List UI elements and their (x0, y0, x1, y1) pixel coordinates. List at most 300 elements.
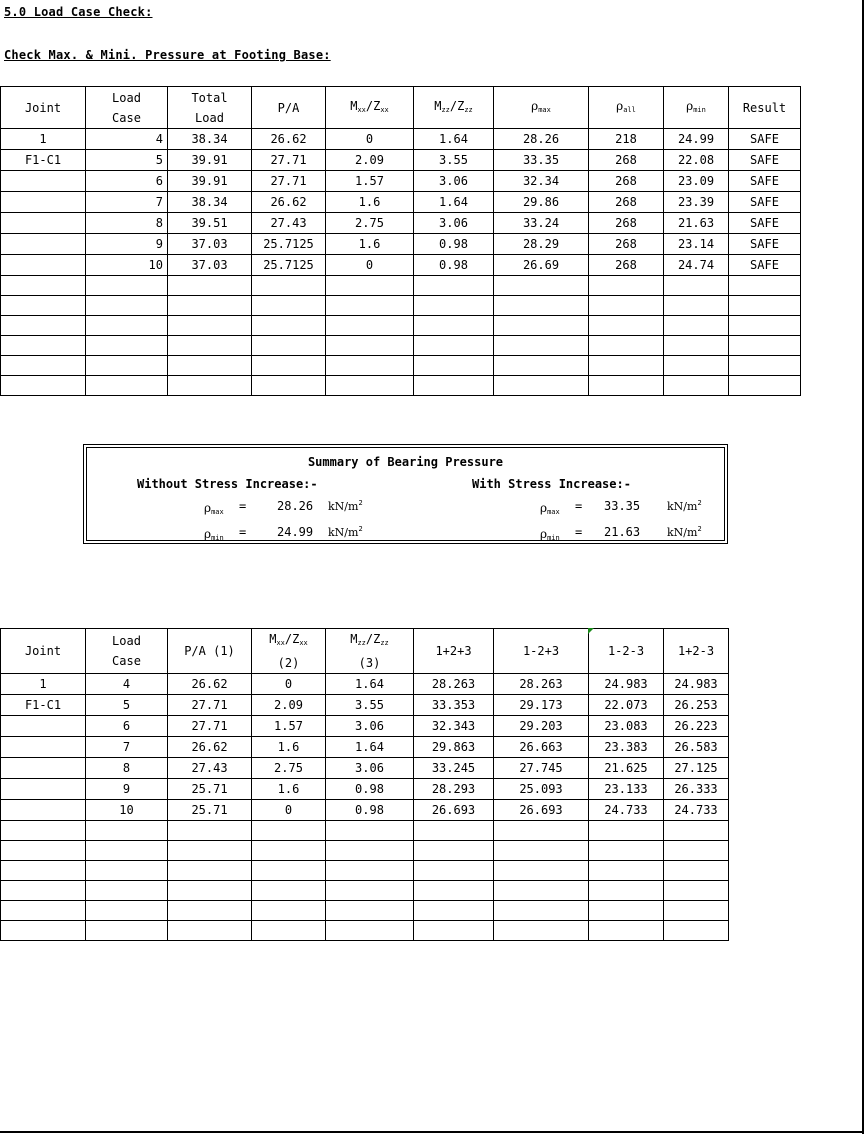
table-cell: 1.6 (326, 192, 414, 213)
table-cell (1, 296, 86, 316)
table-cell (414, 821, 494, 841)
table-cell (86, 921, 168, 941)
table-cell: 24.983 (589, 674, 664, 695)
table-cell: 218 (589, 129, 664, 150)
table-row (1, 213, 801, 234)
table-cell: 26.62 (252, 129, 326, 150)
table-cell (252, 861, 326, 881)
table-cell (1, 921, 86, 941)
table-cell: 28.293 (414, 779, 494, 800)
table-cell (1, 779, 86, 800)
table-cell (664, 901, 729, 921)
table-cell (414, 336, 494, 356)
table-cell (729, 316, 801, 336)
table-cell: 23.133 (589, 779, 664, 800)
table-cell: 32.343 (414, 716, 494, 737)
table-cell (168, 881, 252, 901)
table-cell: 29.863 (414, 737, 494, 758)
table-cell (1, 821, 86, 841)
table-cell (326, 296, 414, 316)
table-cell (252, 901, 326, 921)
table-cell: 26.693 (414, 800, 494, 821)
table-row (1, 674, 729, 695)
table-row (1, 800, 729, 821)
table-cell: 27.43 (168, 758, 252, 779)
table-cell: 28.29 (494, 234, 589, 255)
table-cell (729, 356, 801, 376)
without-pmin-eq: = (239, 525, 247, 539)
table-cell (1, 800, 86, 821)
table-cell: 29.203 (494, 716, 589, 737)
table-cell: 268 (589, 192, 664, 213)
table-cell (252, 841, 326, 861)
table-cell (86, 881, 168, 901)
table-cell: 27.71 (168, 695, 252, 716)
table-cell (1, 881, 86, 901)
table-cell: 26.223 (664, 716, 729, 737)
col-header-mzz-zzz-3: $M_{zz}/Z_{zz}$ (3) (326, 629, 414, 674)
table-cell (664, 336, 729, 356)
col-header-load-case: Load Case (86, 87, 168, 129)
col-header-mxx-zxx-2: $M_{xx}/Z_{xx}$ (2) (252, 629, 326, 674)
table-cell: 29.173 (494, 695, 589, 716)
table-cell: 10 (86, 255, 168, 276)
table-cell: 26.62 (168, 737, 252, 758)
col-header-pmin: $\rho_{min}$ (664, 87, 729, 129)
table-cell: 1 (1, 674, 86, 695)
table-cell: 27.71 (252, 150, 326, 171)
table-cell (414, 861, 494, 881)
table-cell (1, 171, 86, 192)
empty-table-row (1, 901, 729, 921)
table-cell: 7 (86, 737, 168, 758)
table-cell: 1.64 (414, 192, 494, 213)
table-cell: 24.74 (664, 255, 729, 276)
table-row (1, 255, 801, 276)
without-stress-label: Without Stress Increase:- (137, 477, 318, 491)
table-cell (494, 821, 589, 841)
table-cell (326, 881, 414, 901)
table-cell (168, 901, 252, 921)
table-cell (414, 356, 494, 376)
table-cell (589, 841, 664, 861)
without-pmin-value: 24.99 (277, 525, 314, 539)
col-header-pa-1: P/A (1) (168, 629, 252, 674)
col-header-load-case: Load Case (86, 629, 168, 674)
table-cell (729, 296, 801, 316)
table-cell (1, 901, 86, 921)
table-cell (589, 316, 664, 336)
table-cell (589, 376, 664, 396)
table-cell (494, 901, 589, 921)
empty-table-row (1, 356, 801, 376)
table-cell: F1-C1 (1, 150, 86, 171)
table-cell: 26.69 (494, 255, 589, 276)
table-cell (664, 841, 729, 861)
table-cell (1, 758, 86, 779)
table-cell (168, 861, 252, 881)
table-cell (589, 276, 664, 296)
cell-comment-marker (588, 628, 594, 634)
table-cell (252, 296, 326, 316)
without-pmax-value: 28.26 (277, 499, 314, 513)
table-cell (168, 296, 252, 316)
table-cell: SAFE (729, 255, 801, 276)
table-cell (86, 376, 168, 396)
table-cell: 5 (86, 695, 168, 716)
table-cell: 1.6 (326, 234, 414, 255)
table-row (1, 192, 801, 213)
table-cell (86, 841, 168, 861)
table-cell (326, 336, 414, 356)
table-cell: 1.64 (414, 129, 494, 150)
table-cell (1, 255, 86, 276)
table-cell (494, 841, 589, 861)
table-cell: 0.98 (326, 800, 414, 821)
table-cell: 8 (86, 213, 168, 234)
table-cell: 33.24 (494, 213, 589, 234)
table-cell (86, 276, 168, 296)
table-cell: 22.08 (664, 150, 729, 171)
empty-table-row (1, 841, 729, 861)
table-cell: 25.093 (494, 779, 589, 800)
table-cell (494, 276, 589, 296)
table-cell (168, 841, 252, 861)
without-pmax-eq: = (239, 499, 247, 513)
table-cell: SAFE (729, 192, 801, 213)
table-cell (86, 336, 168, 356)
table-cell (664, 376, 729, 396)
table-cell (664, 296, 729, 316)
table-cell (589, 821, 664, 841)
table-cell: 268 (589, 150, 664, 171)
table-cell: 25.7125 (252, 255, 326, 276)
with-pmin-unit: $kN/m^2$ (667, 525, 702, 539)
table-cell (86, 901, 168, 921)
table-cell (1, 356, 86, 376)
table-cell (86, 821, 168, 841)
table-cell (252, 376, 326, 396)
table-cell: 3.55 (414, 150, 494, 171)
combination-table (0, 628, 729, 941)
table-cell: 1.64 (326, 737, 414, 758)
table-cell: 26.253 (664, 695, 729, 716)
table-cell: 24.99 (664, 129, 729, 150)
with-stress-label: With Stress Increase:- (472, 477, 631, 491)
table-row (1, 779, 729, 800)
table-cell: 1.6 (252, 779, 326, 800)
table-cell (252, 336, 326, 356)
table-row (1, 129, 801, 150)
table-cell: 29.86 (494, 192, 589, 213)
col-header-comb-1: 1+2+3 (414, 629, 494, 674)
table-header-row (1, 87, 801, 129)
with-pmin-value: 21.63 (604, 525, 641, 539)
table-cell: 26.693 (494, 800, 589, 821)
table-cell: 6 (86, 716, 168, 737)
table-cell: 0 (252, 674, 326, 695)
table-cell (589, 356, 664, 376)
table-cell (589, 861, 664, 881)
table-row (1, 150, 801, 171)
table-cell (1, 841, 86, 861)
table-cell (664, 316, 729, 336)
col-header-joint: Joint (1, 87, 86, 129)
table-cell: 7 (86, 192, 168, 213)
table-cell: 2.75 (252, 758, 326, 779)
table-cell: 32.34 (494, 171, 589, 192)
table-row (1, 737, 729, 758)
table-cell (252, 316, 326, 336)
table-cell: 1.64 (326, 674, 414, 695)
table-cell (326, 861, 414, 881)
table-cell: 27.43 (252, 213, 326, 234)
table-cell: 27.71 (168, 716, 252, 737)
table-cell: 27.125 (664, 758, 729, 779)
table-cell (326, 316, 414, 336)
table-cell (1, 276, 86, 296)
page-border-bottom (0, 1131, 864, 1133)
table-cell (589, 881, 664, 901)
empty-table-row (1, 336, 801, 356)
table-cell (729, 276, 801, 296)
col-header-comb-3: 1-2-3 (589, 629, 664, 674)
table-cell: 25.71 (168, 779, 252, 800)
table-cell (326, 376, 414, 396)
table-cell (729, 336, 801, 356)
table-cell: 25.71 (168, 800, 252, 821)
with-pmax-symbol: $\rho_{max}$ (540, 501, 560, 516)
empty-table-row (1, 921, 729, 941)
table-cell (1, 716, 86, 737)
table-cell (494, 336, 589, 356)
table-cell: 3.06 (414, 171, 494, 192)
table-cell (494, 376, 589, 396)
table-cell (494, 861, 589, 881)
pressure-check-table (0, 86, 801, 396)
table-cell (664, 276, 729, 296)
table-row (1, 171, 801, 192)
bearing-pressure-summary (83, 444, 728, 544)
table-cell (168, 276, 252, 296)
table-cell: 28.26 (494, 129, 589, 150)
table-cell (86, 316, 168, 336)
table-cell: 25.7125 (252, 234, 326, 255)
table-cell (326, 841, 414, 861)
table-cell: 23.14 (664, 234, 729, 255)
table-cell (664, 921, 729, 941)
table-cell: SAFE (729, 150, 801, 171)
col-header-total-load: Total Load (168, 87, 252, 129)
table-cell (589, 901, 664, 921)
table-cell: 28.263 (494, 674, 589, 695)
table-cell (414, 376, 494, 396)
table-cell: 3.06 (326, 758, 414, 779)
col-header-comb-4: 1+2-3 (664, 629, 729, 674)
table-cell: 22.073 (589, 695, 664, 716)
table-cell (414, 296, 494, 316)
table-cell (494, 316, 589, 336)
table-cell (252, 921, 326, 941)
table-cell (168, 316, 252, 336)
table-cell (1, 192, 86, 213)
table-cell (168, 336, 252, 356)
table-cell: 39.91 (168, 150, 252, 171)
with-pmax-value: 33.35 (604, 499, 641, 513)
summary-title: Summary of Bearing Pressure (307, 455, 504, 469)
table-cell (1, 861, 86, 881)
table-cell: 24.733 (664, 800, 729, 821)
table-cell: 21.63 (664, 213, 729, 234)
table-cell: 38.34 (168, 129, 252, 150)
table-cell: 23.39 (664, 192, 729, 213)
without-pmin-symbol: $\rho_{min}$ (204, 527, 224, 542)
table-cell: 8 (86, 758, 168, 779)
table-cell: 9 (86, 234, 168, 255)
table-cell (1, 316, 86, 336)
col-header-pall: $\rho_{all}$ (589, 87, 664, 129)
table-cell (664, 821, 729, 841)
empty-table-row (1, 881, 729, 901)
table-cell (1, 737, 86, 758)
table-cell: 26.62 (252, 192, 326, 213)
table-cell (414, 276, 494, 296)
table-cell (414, 316, 494, 336)
table-cell (252, 881, 326, 901)
table-cell: 27.71 (252, 171, 326, 192)
table-cell: SAFE (729, 213, 801, 234)
empty-table-row (1, 316, 801, 336)
table-cell: 0.98 (414, 255, 494, 276)
table-cell: 268 (589, 234, 664, 255)
table-row (1, 758, 729, 779)
table-cell: 23.083 (589, 716, 664, 737)
col-header-result: Result (729, 87, 801, 129)
table-cell: 26.583 (664, 737, 729, 758)
table-cell: 33.353 (414, 695, 494, 716)
table-cell: 37.03 (168, 255, 252, 276)
table-cell (494, 296, 589, 316)
table-cell (1, 376, 86, 396)
table-cell: 27.745 (494, 758, 589, 779)
table-cell (252, 356, 326, 376)
empty-table-row (1, 861, 729, 881)
table-cell: 0 (326, 255, 414, 276)
table-cell: 26.333 (664, 779, 729, 800)
table-cell (326, 356, 414, 376)
table-cell (86, 861, 168, 881)
page-border-right (862, 0, 864, 1134)
table-cell: 6 (86, 171, 168, 192)
table-cell (664, 861, 729, 881)
table-cell (326, 276, 414, 296)
without-pmax-symbol: $\rho_{max}$ (204, 501, 224, 516)
table-cell (86, 296, 168, 316)
table-cell: 37.03 (168, 234, 252, 255)
empty-table-row (1, 276, 801, 296)
table-header-row (1, 629, 729, 674)
empty-table-row (1, 821, 729, 841)
table-cell (168, 376, 252, 396)
table-cell: 28.263 (414, 674, 494, 695)
table-cell: 21.625 (589, 758, 664, 779)
without-pmax-unit: $kN/m^2$ (328, 499, 363, 513)
subsection-heading: Check Max. & Mini. Pressure at Footing Base: (4, 48, 331, 62)
table-cell (326, 821, 414, 841)
table-cell: 3.06 (414, 213, 494, 234)
table-cell (494, 356, 589, 376)
with-pmin-symbol: $\rho_{min}$ (540, 527, 560, 542)
table-cell: 3.55 (326, 695, 414, 716)
table-cell: 1.57 (252, 716, 326, 737)
table-cell (589, 296, 664, 316)
table-cell (414, 881, 494, 901)
table-cell: 0 (326, 129, 414, 150)
table-cell (589, 336, 664, 356)
table-cell (252, 276, 326, 296)
section-heading: 5.0 Load Case Check: (4, 5, 153, 19)
table-cell (589, 921, 664, 941)
table-cell: 38.34 (168, 192, 252, 213)
table-cell: 2.09 (326, 150, 414, 171)
table-cell (168, 356, 252, 376)
table-cell: 10 (86, 800, 168, 821)
table-cell (414, 901, 494, 921)
table-cell (1, 213, 86, 234)
table-cell: 2.75 (326, 213, 414, 234)
table-cell: 3.06 (326, 716, 414, 737)
table-cell: 0.98 (326, 779, 414, 800)
table-cell: 33.35 (494, 150, 589, 171)
table-cell: 4 (86, 129, 168, 150)
empty-table-row (1, 296, 801, 316)
col-header-pa: P/A (252, 87, 326, 129)
col-header-pmax: $\rho_{max}$ (494, 87, 589, 129)
table-cell: 1.57 (326, 171, 414, 192)
table-cell: 268 (589, 171, 664, 192)
table-cell (252, 821, 326, 841)
table-cell (414, 921, 494, 941)
table-cell: F1-C1 (1, 695, 86, 716)
col-header-mzz-zzz: $M_{zz}/Z_{zz}$ (414, 87, 494, 129)
without-pmin-unit: $kN/m^2$ (328, 525, 363, 539)
table-cell (168, 821, 252, 841)
table-cell (414, 841, 494, 861)
col-header-mxx-zxx: $M_{xx}/Z_{xx}$ (326, 87, 414, 129)
table-cell: SAFE (729, 234, 801, 255)
summary-inner-border (86, 447, 725, 541)
table-cell: 24.983 (664, 674, 729, 695)
table-cell: 5 (86, 150, 168, 171)
table-cell (494, 921, 589, 941)
table-cell: 268 (589, 255, 664, 276)
table-row (1, 716, 729, 737)
table-cell: 2.09 (252, 695, 326, 716)
table-row (1, 234, 801, 255)
table-cell: 0 (252, 800, 326, 821)
table-cell (168, 921, 252, 941)
table-cell: 0.98 (414, 234, 494, 255)
table-cell: 1.6 (252, 737, 326, 758)
table-cell: 4 (86, 674, 168, 695)
with-pmax-unit: $kN/m^2$ (667, 499, 702, 513)
table-cell (494, 881, 589, 901)
table-cell: 26.663 (494, 737, 589, 758)
table-cell: 268 (589, 213, 664, 234)
with-pmin-eq: = (575, 525, 583, 539)
table-cell: 39.51 (168, 213, 252, 234)
table-cell (326, 901, 414, 921)
